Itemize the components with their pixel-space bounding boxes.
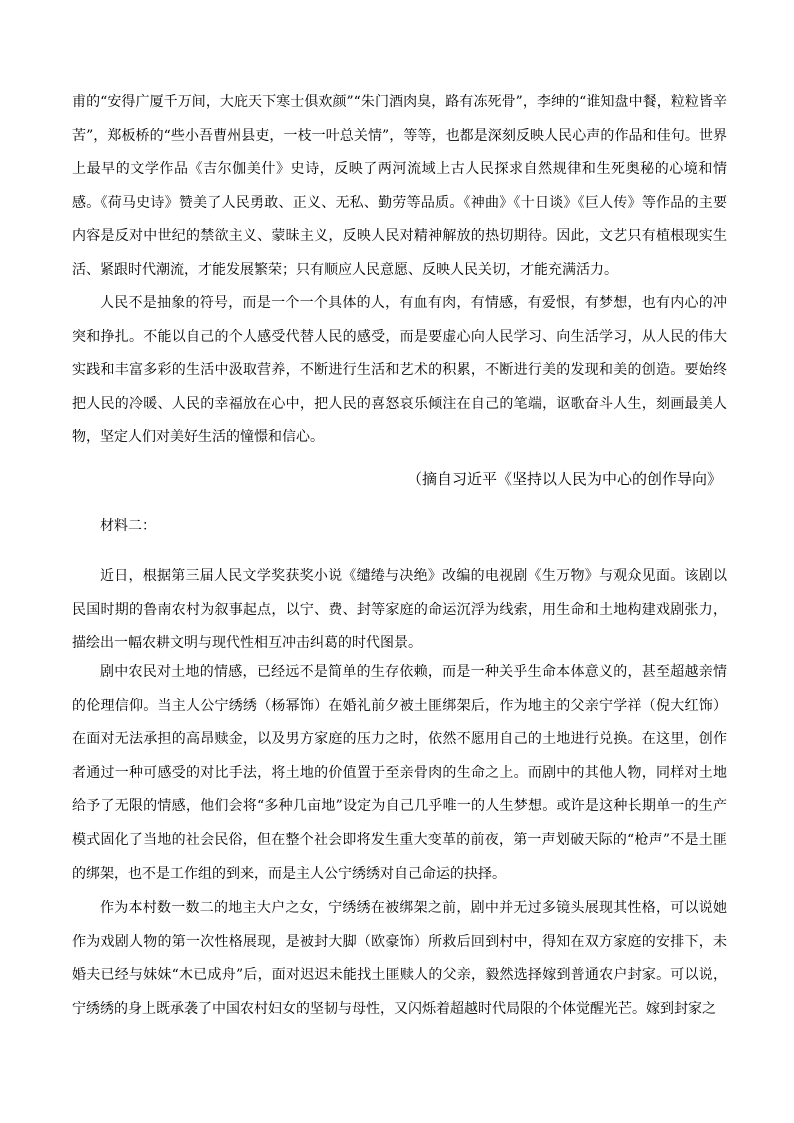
material-two-label: 材料二： — [100, 518, 156, 534]
source-citation: （摘自习近平《坚持以人民为中心的创作导向》 — [406, 470, 722, 488]
paragraph-3: 近日，根据第三届人民文学奖获奖小说《缱绻与决绝》改编的电视剧《生万物》与观众见面。该剧以民国时期的鲁南农村为叙事起点，以宁、费、封等家庭的命运沉浮为线索，用生命和土地构建戏剧张力，描绘出一幅农耕文明与现代性相互冲击纠葛的时代图景。 — [72, 568, 727, 652]
paragraph-5: 作为本村数一数二的地主大户之女，宁绣绣在被绑架之前，剧中并无过多镜头展现其性格，可以说她作为戏剧人物的第一次性格展现，是被封大脚（欧豪饰）所救后回到村中，得知在双方家庭的安排下，未婚夫已经与妹妹“木已成舟”后，面对迟迟未能找土匪赎人的父亲，毅然选择嫁到普通农户封家。可以说，宁绣绣的身上既承袭了中国农村妇女的坚韧与母性，又闪烁着超越时代局限的个体觉醒光芒。嫁到封家之 — [72, 900, 727, 1017]
paragraph-2: 人民不是抽象的符号，而是一个一个具体的人，有血有肉，有情感，有爱恨，有梦想，也有内心的冲突和挣扎。不能以自己的个人感受代替人民的感受，而是要虚心向人民学习、向生活学习，从人民的伟大实践和丰富多彩的生活中汲取营养，不断进行生活和艺术的积累，不断进行美的发现和美的创造。要始终把人民的冷暖、人民的幸福放在心中，把人民的喜怒哀乐倾注在自己的笔端，讴歌奋斗人生，刻画最美人物，坚定人们对美好生活的憧憬和信心。 — [72, 295, 727, 446]
paragraph-4: 剧中农民对土地的情感，已经远不是简单的生存依赖，而是一种关乎生命本体意义的，甚至超越亲情的伦理信仰。当主人公宁绣绣（杨幂饰）在婚礼前夕被土匪绑架后，作为地主的父亲宁学祥（倪大红饰）在面对无法承担的高昂赎金，以及男方家庭的压力之时，依然不愿用自己的土地进行兑换。在这里，创作者通过一种可感受的对比手法，将土地的价值置于至亲骨肉的生命之上。而剧中的其他人物，同样对土地给予了无限的情感，他们会将“多种几亩地”设定为自己几乎唯一的人生梦想。或许是这种长期单一的生产模式固化了当地的社会民俗，但在整个社会即将发生重大变革的前夜，第一声划破天际的“枪声”不是土匪的绑架，也不是工作组的到来，而是主人公宁绣绣对自己命运的抉择。 — [72, 664, 727, 882]
paragraph-1: 甫的“安得广厦千万间，大庇天下寒士俱欢颜”“朱门酒肉臭，路有冻死骨”，李绅的“谁知盘中餐，粒粒皆辛苦”，郑板桥的“些小吾曹州县吏，一枝一叶总关情”，等等，也都是深刻反映人民心声的作品和佳句。世界上最早的文学作品《吉尔伽美什》史诗，反映了两河流域上古人民探求自然规律和生死奥秘的心境和情感。《荷马史诗》赞美了人民勇敢、正义、无私、勤劳等品质。《神曲》《十日谈》《巨人传》等作品的主要内容是反对中世纪的禁欲主义、蒙昧主义，反映人民对精神解放的热切期待。因此，文艺只有植根现实生活、紧跟时代潮流，才能发展繁荣；只有顺应人民意愿、反映人民关切，才能充满活力。 — [72, 94, 727, 278]
